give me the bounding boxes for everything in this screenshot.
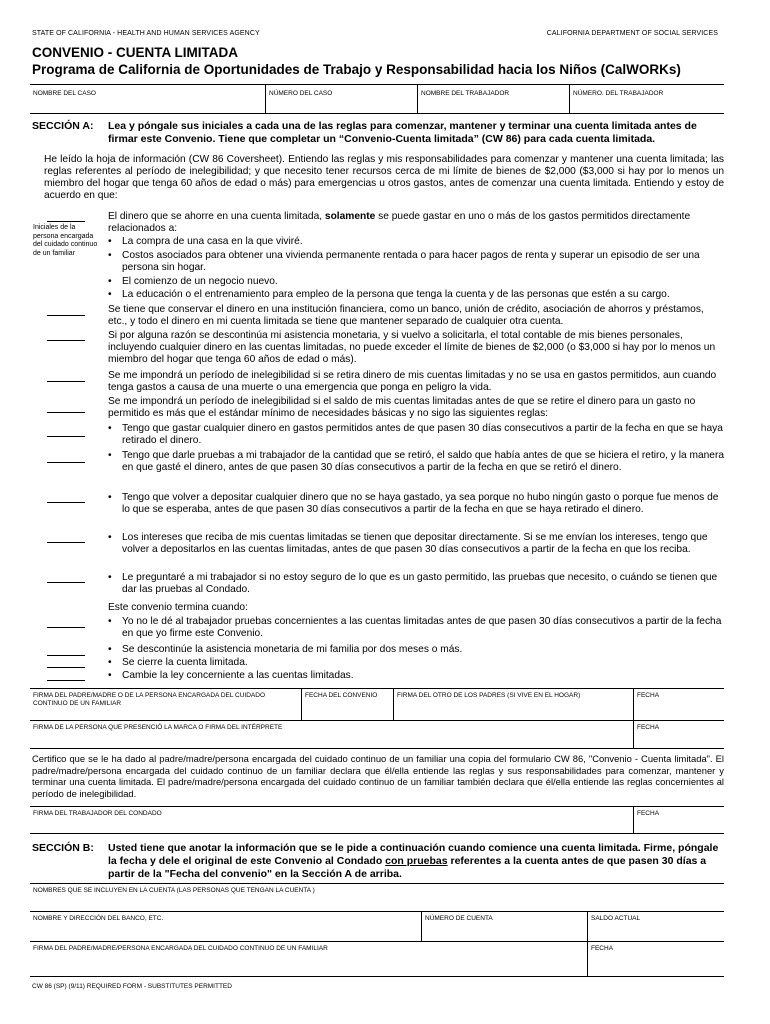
initials-blank[interactable] <box>47 582 85 583</box>
date-field[interactable]: FECHA <box>591 945 614 952</box>
agency-right: CALIFORNIA DEPARTMENT OF SOCIAL SERVICES <box>546 30 718 37</box>
list-item: • El comienzo de un negocio nuevo. <box>108 276 724 288</box>
other-parent-signature-field[interactable]: FIRMA DEL OTRO DE LOS PADRES (SI VIVE EN EL HOGAR) <box>394 689 634 720</box>
list-item: • Se descontinúe la asistencia monetaria de mi familia por dos meses o más. <box>108 644 724 656</box>
agency-left: STATE OF CALIFORNIA - HEALTH AND HUMAN SERVICES AGENCY <box>32 30 260 37</box>
list-item: • Tengo que gastar cualquier dinero en gastos permitidos antes de que pasen 30 días consecutivos a partir de la fecha en que se haya retirado el dinero. <box>108 423 724 447</box>
final-signature-row <box>30 941 724 977</box>
section-a-label: SECCIÓN A: <box>32 120 94 132</box>
list-item: • Le preguntaré a mi trabajador si no estoy seguro de lo que es un gasto permitido, las pruebas que necesito, o cuándo se tienen que dar las pruebas al Condado. <box>108 572 724 596</box>
form-title: CONVENIO - CUENTA LIMITADA <box>32 45 238 60</box>
bank-name-address-field[interactable]: NOMBRE Y DIRECCIÓN DEL BANCO, ETC. <box>30 912 422 941</box>
initials-blank[interactable] <box>47 340 85 341</box>
initials-blank[interactable] <box>47 221 85 222</box>
initials-blank[interactable] <box>47 667 85 668</box>
witness-signature-field[interactable]: FIRMA DE LA PERSONA QUE PRESENCIÓ LA MARCA O FIRMA DEL INTÉRPRETE <box>30 721 634 748</box>
list-item: • La educación o el entrenamiento para empleo de la persona que tenga la cuenta y de las personas que estén a su cargo. <box>108 289 724 301</box>
list-item: • Cambie la ley concerniente a las cuentas limitadas. <box>108 670 724 682</box>
date-field[interactable]: FECHA <box>637 724 660 731</box>
current-balance-field[interactable]: SALDO ACTUAL <box>591 915 641 922</box>
rule-ineligibility-withdrawal: Se me impondrá un período de inelegibilidad si se retira dinero de mis cuentas limitadas y no se usa en gastos permitidos, aun cuando tenga gastos a causa de una muerte o una emergencia que ponga en peligro la vida. <box>108 370 717 394</box>
parent-signature-field[interactable]: FIRMA DEL PADRE/MADRE O DE LA PERSONA ENCARGADA DEL CUIDADO CONTINUO DE UN FAMILIAR <box>30 689 302 720</box>
section-b-heading <box>32 842 724 881</box>
rule-ineligibility-balance: Se me impondrá un período de inelegibilidad si el saldo de mis cuentas limitadas antes de que se retire el dinero para un gasto no permitido es más que el estándar mínimo de necesidades básicas y no sigo las siguientes reglas: <box>108 396 696 420</box>
account-names-field[interactable]: NOMBRES QUE SE INCLUYEN EN LA CUENTA (LAS PERSONAS QUE TENGAN LA CUENTA ) <box>33 887 315 894</box>
form-subtitle: Programa de California de Oportunidades de Trabajo y Responsabilidad hacia los Niños (CalWORKs) <box>32 62 681 77</box>
section-a-intro: He leído la hoja de información (CW 86 Coversheet). Entiendo las reglas y mis responsabilidades para comenzar y mantener una cuenta limitada; las reglas referentes al período de inelegibilidad; y que necesito tener recursos cerca de mi límite de bienes de $2,000 ($3,000 si hay por lo menos un miembro del hogar que tenga 60 años de edad o más) para emergencias u otros gastos, antes de comenzar una cuenta limitada. Entiendo y estoy de acuerdo en que: <box>44 154 724 202</box>
signature-row-worker <box>30 806 724 834</box>
initials-blank[interactable] <box>47 680 85 681</box>
list-item: • Tengo que volver a depositar cualquier dinero que no se haya gastado, ya sea porque no hubo ningún gasto o porque fue menos de lo que se esperaba, antes de que pasen 30 días consecutivos a partir de la fecha en que se haya retirado el dinero. <box>108 492 724 516</box>
signature-row-witness <box>30 720 724 748</box>
signature-row-parents <box>30 688 724 720</box>
case-number-field[interactable]: NÚMERO DEL CASO <box>266 85 418 113</box>
account-number-field[interactable]: NÚMERO DE CUENTA <box>422 912 588 941</box>
initials-blank[interactable] <box>47 627 85 628</box>
section-a-heading <box>32 120 724 146</box>
list-item: • Tengo que darle pruebas a mi trabajador de la cantidad que se retiró, el saldo que había antes de que se hiciera el retiro, y la manera en que gasté el dinero, antes de que pasen 30 días consecutivos a partir de la fecha en que se retiró el dinero. <box>108 450 724 474</box>
worker-name-field[interactable]: NOMBRE DEL TRABAJADOR <box>418 85 570 113</box>
list-item: • Los intereses que reciba de mis cuentas limitadas se tienen que depositar directamente. Si se me envían los intereses, tengo que volver a depositarlos en las cuentas limitadas, antes de que pasen 30 días consecutivos a partir de la fecha en que los reciba. <box>108 532 724 556</box>
initials-blank[interactable] <box>47 412 85 413</box>
initials-blank[interactable] <box>47 502 85 503</box>
initials-blank[interactable] <box>47 655 85 656</box>
list-item: • Costos asociados para obtener una vivienda permanente rentada o para hacer pagos de renta y superar un episodio de ser una persona sin hogar. <box>108 250 724 274</box>
section-b-instructions: Usted tiene que anotar la información que se le pide a continuación cuando comience una cuenta limitada. Firme, póngale la fecha y dele el original de este Convenio al Condado con pruebas referentes a la cuenta antes de que pasen 30 días a partir de la "Fecha del convenio" en la Sección A de arriba. <box>108 842 719 880</box>
county-worker-signature-field[interactable]: FIRMA DEL TRABAJADOR DEL CONDADO <box>30 807 634 833</box>
initials-note: Iniciales de la persona encargada del cuidado continuo de un familiar <box>33 224 98 257</box>
date-field[interactable]: FECHA <box>637 692 660 699</box>
worker-certification: Certifico que se le ha dado al padre/madre/persona encargada del cuidado continuo de un familiar una copia del formulario CW 86, "Convenio - Cuenta limitada". El padre/madre/persona encargada del cuidado continuo de un familiar declara que él/ella entiende las reglas y sus responsabilidades para comenzar, mantener y terminar una cuenta limitada. El padre/madre/persona encargada del cuidado continuo de un familiar también declara que él/ella entiende las reglas concernientes al período de inelegibilidad. <box>32 753 724 799</box>
list-item: • La compra de una casa en la que viviré. <box>108 236 724 248</box>
rule-financial-institution: Se tiene que conservar el dinero en una institución financiera, como un banco, unión de crédito, asociación de ahorros y préstamos, etc., y todo el dinero en mi cuenta limitada se tiene que mantener separado de cualquier otra cuenta. <box>108 304 704 328</box>
rule-agreement-ends: Este convenio termina cuando: <box>108 602 248 613</box>
rule-resource-limit: Si por alguna razón se descontinúa mi asistencia monetaria, y si vuelvo a solicitarla, el total contable de mis bienes personales, incluyendo cualquier dinero en las cuentas limitadas, no puede exceder el límite de bienes de $2,000 (o $3,000 si hay por lo menos un miembro del hogar que tenga 60 años de edad o más). <box>108 330 716 366</box>
section-b-label: SECCIÓN B: <box>32 842 94 854</box>
initials-blank[interactable] <box>47 462 85 463</box>
rule-allowable-expenses: El dinero que se ahorre en una cuenta limitada, solamente se puede gastar en uno o más de los gastos permitidos directamente relacionados a: <box>108 211 691 235</box>
form-footer: CW 86 (SP) (9/11) REQUIRED FORM - SUBSTITUTES PERMITTED <box>32 983 232 990</box>
initials-blank[interactable] <box>47 315 85 316</box>
initials-blank[interactable] <box>47 542 85 543</box>
bank-info-row <box>30 911 724 941</box>
account-names-row <box>30 883 724 911</box>
worker-number-field[interactable]: NÚMERO. DEL TRABAJADOR <box>573 90 664 97</box>
initials-blank[interactable] <box>47 436 85 437</box>
list-item: • Se cierre la cuenta limitada. <box>108 657 724 669</box>
case-name-field[interactable]: NOMBRE DEL CASO <box>30 85 266 113</box>
list-item: • Yo no le dé al trabajador pruebas concernientes a las cuentas limitadas antes de que pasen 30 días consecutivos a partir de la fecha en que yo firme este Convenio. <box>108 616 724 640</box>
divider <box>30 748 724 749</box>
section-a-instructions: Lea y póngale sus iniciales a cada una de las reglas para comenzar, mantener y terminar una cuenta limitada antes de firmar este Convenio. Tiene que completar un “Convenio-Cuenta limitada” (CW 86) para cada cuenta limitada. <box>108 120 697 145</box>
caretaker-signature-field[interactable]: FIRMA DEL PADRE/MADRE/PERSONA ENCARGADA DEL CUIDADO CONTINUO DE UN FAMILIAR <box>30 942 588 976</box>
agreement-date-field[interactable]: FECHA DEL CONVENIO <box>302 689 394 720</box>
initials-blank[interactable] <box>47 381 85 382</box>
case-header-fields <box>30 84 724 114</box>
date-field[interactable]: FECHA <box>637 810 660 817</box>
